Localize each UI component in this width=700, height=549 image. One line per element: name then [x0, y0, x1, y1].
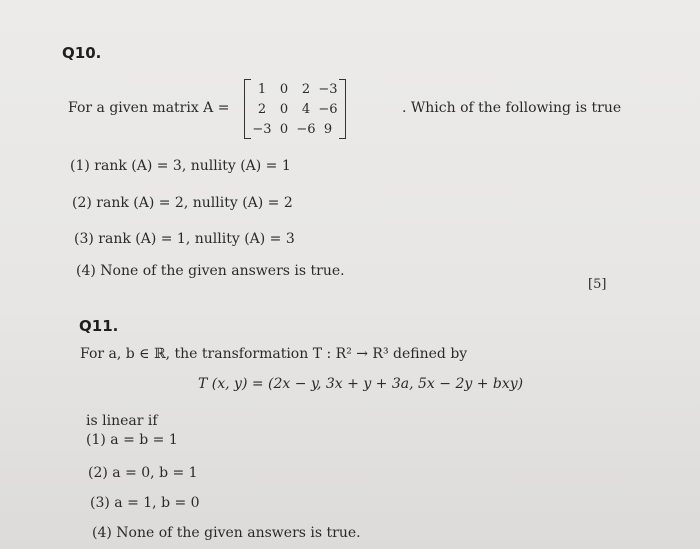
matrix-cell: −6	[318, 101, 338, 117]
q11-option-3: (3) a = 1, b = 0	[90, 495, 200, 511]
q11-option-2: (2) a = 0, b = 1	[88, 465, 198, 481]
q11-option-4: (4) None of the given answers is true.	[92, 525, 361, 541]
matrix-row	[251, 99, 339, 119]
matrix-row	[251, 79, 339, 99]
matrix-cell: 0	[279, 81, 289, 97]
matrix-cell: 0	[279, 121, 289, 137]
matrix-row	[251, 119, 339, 139]
q11-formula: T (x, y) = (2x − y, 3x + y + 3a, 5x − 2y + bxy)	[198, 376, 524, 392]
matrix-left-bracket	[244, 79, 251, 139]
q11-heading: Q11.	[79, 317, 119, 335]
q10-option-1: (1) rank (A) = 3, nullity (A) = 1	[70, 158, 291, 174]
q11-condition: is linear if	[86, 413, 158, 429]
matrix-right-bracket	[339, 79, 346, 139]
q10-intro: For a given matrix A =	[68, 100, 230, 116]
matrix-cell: 1	[257, 81, 267, 97]
matrix-cell: 9	[323, 121, 333, 137]
q10-matrix	[244, 79, 346, 139]
matrix-cell: 0	[279, 101, 289, 117]
matrix-cell: −6	[296, 121, 316, 137]
matrix-cell: 4	[301, 101, 311, 117]
matrix-table	[251, 79, 339, 139]
matrix-cell: −3	[318, 81, 338, 97]
matrix-cell: 2	[301, 81, 311, 97]
q10-question: . Which of the following is true	[402, 100, 622, 116]
q11-option-1: (1) a = b = 1	[86, 432, 178, 448]
matrix-cell: −3	[252, 121, 272, 137]
matrix-cell: 2	[257, 101, 267, 117]
q10-heading: Q10.	[62, 44, 102, 62]
q11-intro: For a, b ∈ ℝ, the transformation T : R² → R³ defined by	[80, 346, 468, 362]
q10-marks: [5]	[588, 277, 607, 292]
q10-option-4: (4) None of the given answers is true.	[76, 263, 345, 279]
q10-option-3: (3) rank (A) = 1, nullity (A) = 3	[74, 231, 295, 247]
q10-option-2: (2) rank (A) = 2, nullity (A) = 2	[72, 195, 293, 211]
